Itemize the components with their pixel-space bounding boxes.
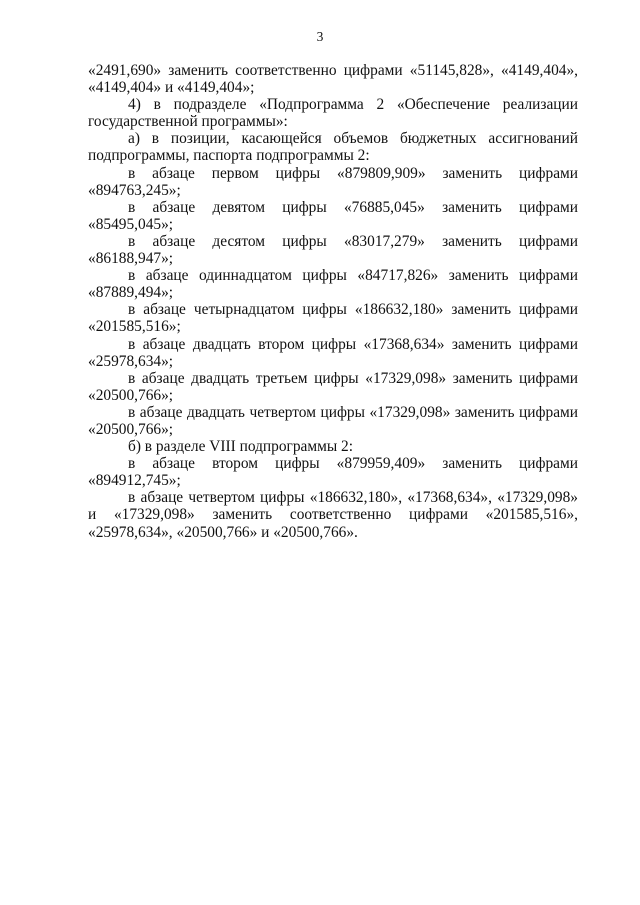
paragraph-fourteenth-abzac: в абзаце четырнадцатом цифры «186632,180» заменить цифрами «201585,516»; [88, 301, 578, 336]
paragraph-ninth-abzac: в абзаце девятом цифры «76885,045» заменить цифрами «85495,045»; [88, 198, 578, 233]
paragraph-twenty-fourth-abzac: в абзаце двадцать четвертом цифры «17329,098» заменить цифрами «20500,766»; [88, 403, 578, 438]
paragraph-first-abzac: в абзаце первом цифры «879809,909» заменить цифрами «894763,245»; [88, 164, 578, 199]
paragraph-continuation: «2491,690» заменить соответственно цифрами «51145,828», «4149,404», «4149,404» и «4149,404»; [88, 62, 578, 97]
document-body [88, 62, 578, 541]
paragraph-twenty-third-abzac: в абзаце двадцать третьем цифры «17329,098» заменить цифрами «20500,766»; [88, 369, 578, 404]
page-number: 3 [316, 29, 324, 44]
paragraph-fourth-abzac: в абзаце четвертом цифры «186632,180», «17368,634», «17329,098» и «17329,098» заменить соответственно цифрами «201585,516», «25978,634», «20500,766» и «20500,766». [88, 489, 578, 541]
paragraph-tenth-abzac: в абзаце десятом цифры «83017,279» заменить цифрами «86188,947»; [88, 232, 578, 268]
paragraph-eleventh-abzac: в абзаце одиннадцатом цифры «84717,826» заменить цифрами «87889,494»; [88, 267, 578, 302]
paragraph-subitem-b: б) в разделе VIII подпрограммы 2: [128, 438, 354, 456]
paragraph-item-4: 4) в подразделе «Подпрограмма 2 «Обеспечение реализации государственной программы»: [88, 96, 578, 131]
paragraph-second-abzac: в абзаце втором цифры «879959,409» заменить цифрами «894912,745»; [88, 455, 578, 490]
paragraph-subitem-a: а) в позиции, касающейся объемов бюджетных ассигнований подпрограммы, паспорта подпрограммы 2: [88, 130, 578, 165]
paragraph-twenty-second-abzac: в абзаце двадцать втором цифры «17368,634» заменить цифрами «25978,634»; [88, 335, 578, 370]
